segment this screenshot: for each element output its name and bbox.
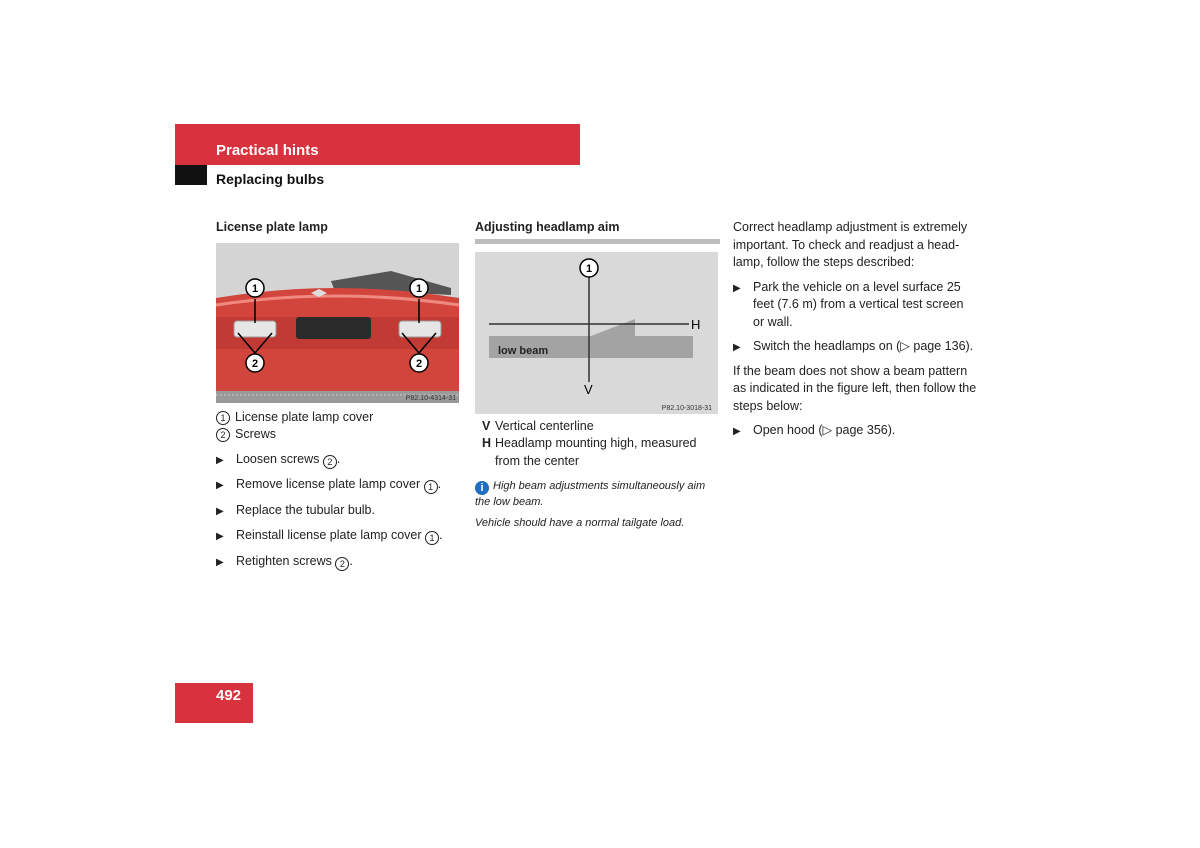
- figure-code: P82.10-3018-31: [661, 404, 712, 412]
- headlamp-aim-column: [475, 219, 720, 531]
- section-title: Practical hints: [216, 142, 319, 159]
- ref-number: 2: [335, 557, 349, 571]
- step-item: ▶ Switch the headlamps on (▷ page 136).: [733, 338, 978, 357]
- info-note: i High beam adjustments simultaneously aim the low beam.: [475, 480, 706, 508]
- step-item: ▶ Park the vehicle on a level surface 25 feet (7.6 m) from a vertical test screen or wall.: [733, 279, 978, 332]
- legend-number: 1: [216, 411, 230, 425]
- step-item: ▶ Reinstall license plate lamp cover 1 .: [216, 527, 461, 546]
- v-label: V: [584, 381, 593, 397]
- legend-item: [216, 426, 461, 444]
- step-marker-icon: ▶: [733, 282, 741, 294]
- headlamp-aim-heading: Adjusting headlamp aim: [475, 219, 720, 244]
- ref-number: 1: [425, 531, 439, 545]
- section-subtitle: Replacing bulbs: [216, 171, 325, 187]
- license-plate-illustration: [216, 243, 459, 403]
- step-item: ▶ Open hood (▷ page 356).: [733, 422, 978, 441]
- legend-text: License plate lamp cover: [235, 409, 374, 424]
- step-marker-icon: ▶: [216, 480, 224, 491]
- info-icon: i: [475, 481, 489, 495]
- subheader-marker: [175, 165, 207, 185]
- callout-1-right: 1: [415, 282, 423, 295]
- ref-number: 2: [323, 455, 337, 469]
- step-marker-icon: ▶: [216, 505, 224, 517]
- callout-2-right: 2: [415, 357, 423, 370]
- page-number: 492: [216, 687, 242, 704]
- step-marker-icon: ▶: [216, 556, 224, 568]
- step-marker-icon: ▶: [733, 342, 741, 353]
- callout-2-left: 2: [251, 357, 259, 370]
- legend-number: 2: [216, 428, 230, 442]
- headlamp-aim-figure: [475, 252, 718, 414]
- legend-key: H: [482, 436, 492, 450]
- callout-1-left: 1: [251, 282, 259, 295]
- step-marker-icon: ▶: [216, 531, 224, 542]
- license-plate-heading: License plate lamp: [216, 220, 328, 234]
- callout-1: 1: [585, 262, 593, 275]
- legend-text: Headlamp mounting high, measured from the center: [495, 436, 697, 468]
- legend-text: Vertical centerline: [495, 418, 594, 433]
- intro-paragraph: Correct headlamp adjustment is extremely important. To check and readjust a head-lamp, follow the steps described:: [733, 220, 968, 269]
- step-marker-icon: ▶: [733, 426, 741, 437]
- legend-key: V: [482, 418, 491, 433]
- step-item: ▶ Loosen screws 2 .: [216, 451, 461, 470]
- low-beam-label: low beam: [498, 344, 549, 357]
- headlamp-check-column: [733, 219, 978, 441]
- license-plate-figure: [216, 243, 459, 403]
- step-item: ▶ Retighten screws 2 .: [216, 553, 461, 572]
- step-marker-icon: ▶: [216, 454, 224, 466]
- legend-item: [475, 418, 720, 436]
- legend-item: [216, 409, 461, 427]
- figure-code: P82.10-4314-31: [405, 394, 456, 402]
- headlamp-aim-diagram: [475, 252, 718, 414]
- h-label: H: [691, 316, 701, 332]
- legend-text: Screws: [235, 427, 276, 441]
- license-plate-column: [216, 219, 461, 571]
- step-item: ▶ Replace the tubular bulb.: [216, 502, 461, 521]
- step-item: ▶ Remove license plate lamp cover 1 .: [216, 476, 461, 495]
- middle-paragraph: If the beam does not show a beam pattern as indicated in the figure left, then follow the steps below:: [733, 363, 977, 413]
- ref-number: 1: [424, 480, 438, 494]
- page-number-box: [175, 683, 253, 723]
- tailgate-note: Vehicle should have a normal tailgate load.: [475, 517, 685, 529]
- legend-item: [475, 435, 720, 470]
